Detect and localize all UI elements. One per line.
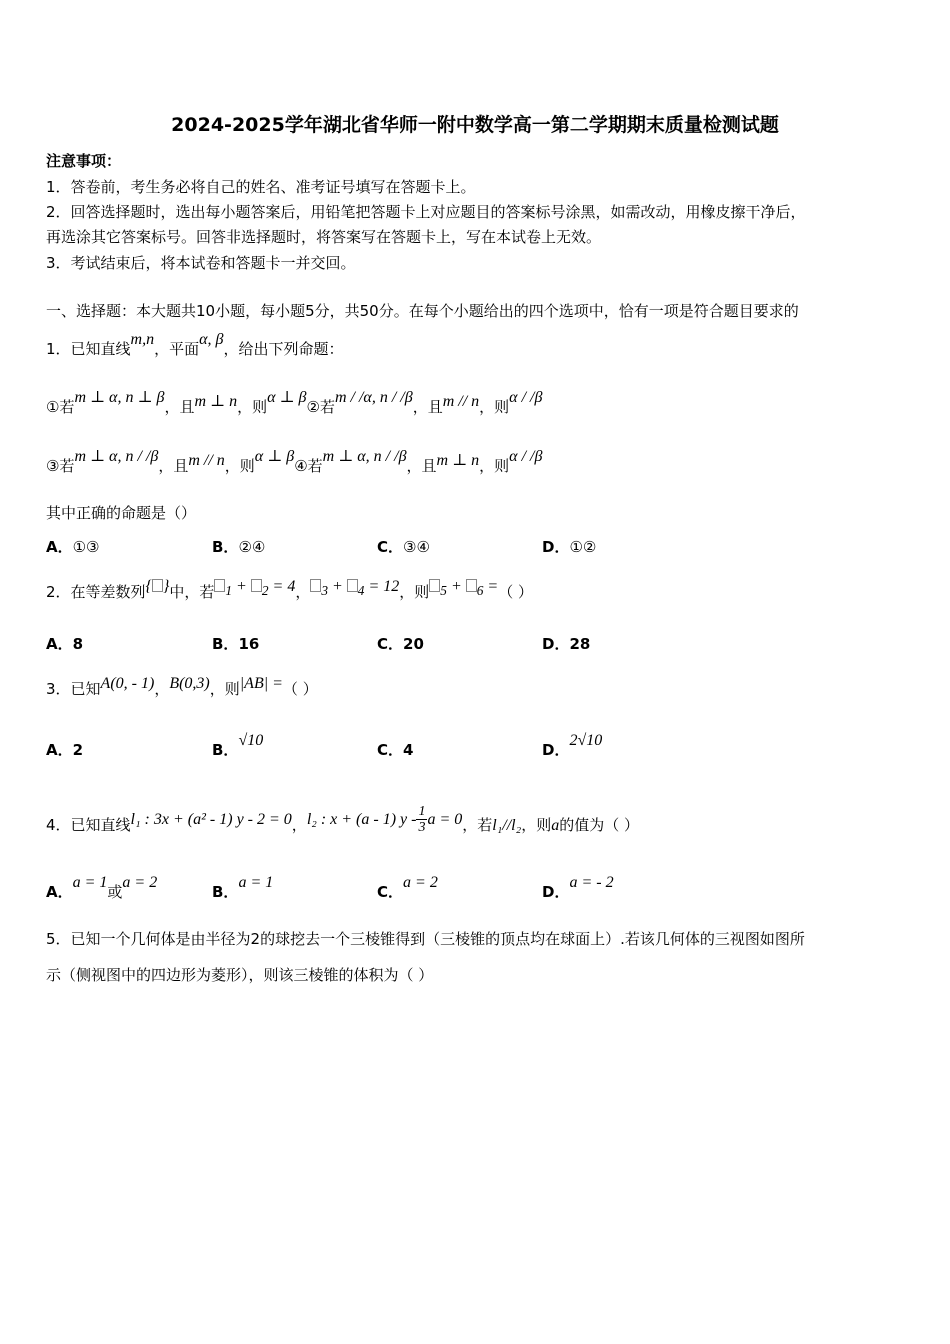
q4-line-1: l₁ : 3x + (a² - 1) y - 2 = 0 (130, 811, 292, 828)
q1-p3-cond: m ⊥ α, n / /β (74, 448, 159, 465)
q1-p4-cond: m ⊥ α, n / /β (322, 448, 407, 465)
q1-p4-then: ，则 (479, 457, 510, 475)
q1-option-a[interactable]: A．①③ (46, 538, 100, 556)
q4-mid2: ，则 (521, 816, 552, 834)
q3-mid: ，则 (209, 680, 240, 698)
section-heading: 一、选择题：本大题共10小题，每小题5分，共50分。在每个小题给出的四个选项中，恰有一项是符合题目要求的 (46, 302, 799, 320)
q1-p3-label: ③若 (46, 457, 75, 475)
q1-p4-and: ，且 (406, 457, 437, 475)
q3-point-b: B(0,3) (169, 675, 210, 692)
q3-distance: |AB| = (239, 675, 283, 692)
q1-lines: m,n (130, 331, 155, 348)
question-1-stem (46, 331, 344, 360)
q2-eq2: $_3$ + $_4$ = 12 (310, 578, 399, 595)
q2-option-b[interactable]: B．16 (212, 635, 260, 653)
q4-parallel: l₁//l₂ (492, 817, 522, 834)
q1-p1-res: α ⊥ β (267, 389, 307, 406)
q1-p3-cond2: m // n (188, 452, 225, 469)
question-5-line-2: 示（侧视图中的四边形为菱形），则该三棱锥的体积为（ ） (46, 966, 434, 984)
notice-item-2b: 再选涂其它答案标号。回答非选择题时，将答案写在答题卡上，写在本试卷上无效。 (46, 228, 602, 246)
q1-p2-res: α / /β (509, 389, 543, 406)
notice-item-3: 3．考试结束后，将本试卷和答题卡一并交回。 (46, 254, 356, 272)
q1-suffix: ，给出下列命题： (223, 340, 344, 358)
q2-suffix: （ ） (498, 583, 533, 601)
q1-option-d[interactable]: D．①② (542, 538, 597, 556)
q4-option-a[interactable]: A．a = 1或a = 2 (46, 874, 158, 901)
q1-option-b[interactable]: B．②④ (212, 538, 266, 556)
q2-mid1: 中，若 (169, 583, 215, 601)
q1-planes: α, β (199, 331, 224, 348)
q1-p2-label: ②若 (306, 398, 335, 416)
q3-point-a: A(0, - 1) (100, 675, 155, 692)
page-title: 2024-2025学年湖北省华师一附中数学高一第二学期期末质量检测试题 (171, 114, 779, 136)
q3-prefix: 3．已知 (46, 680, 101, 698)
question-3-stem (46, 675, 318, 700)
q4-suffix: 的值为（ ） (559, 816, 639, 834)
q2-eq1: $_1$ + $_2$ = 4 (214, 578, 295, 595)
q1-p1-and: ，且 (164, 398, 195, 416)
q2-option-c[interactable]: C．20 (377, 635, 424, 653)
q3-option-d[interactable]: D．2√10 (542, 732, 603, 759)
q1-p2-cond2: m // n (442, 393, 480, 410)
notice-heading: 注意事项： (46, 152, 122, 170)
q2-mid2: ，则 (399, 583, 430, 601)
q3-sep: ， (154, 680, 170, 698)
q2-option-d[interactable]: D．28 (542, 635, 591, 653)
q1-p1-label: ①若 (46, 398, 75, 416)
notice-item-1: 1．答卷前，考生务必将自己的姓名、准考证号填写在答题卡上。 (46, 178, 476, 196)
q2-eq3: $_5$ + $_6$ = (429, 578, 498, 595)
q1-question: 其中正确的命题是（） (46, 504, 197, 522)
q4-fraction: $\frac{1}{3}$ (418, 804, 426, 835)
q1-p4-res: α / /β (509, 448, 543, 465)
q1-prefix: 1．已知直线 (46, 340, 131, 358)
q1-p1-cond: m ⊥ α, n ⊥ β (74, 389, 165, 406)
q4-option-d[interactable]: D．a = - 2 (542, 874, 614, 901)
q4-line-2a: l₂ : x + (a - 1) y - (306, 811, 417, 828)
q4-sep: ， (291, 816, 307, 834)
q4-var: a (551, 817, 560, 834)
q1-p2-and: ，且 (412, 398, 443, 416)
q1-p2-then: ，则 (479, 398, 510, 416)
q1-p1-cond2: m ⊥ n (194, 393, 238, 410)
q1-p1-then: ，则 (237, 398, 268, 416)
notice-item-2a: 2．回答选择题时，选出每小题答案后，用铅笔把答题卡上对应题目的答案标号涂黑，如需改动，用橡皮擦干净后， (46, 203, 806, 221)
q2-sequence: { } (145, 578, 170, 595)
q1-propositions-1-2 (46, 389, 543, 418)
q1-p3-and: ，且 (158, 457, 189, 475)
q3-suffix: （ ） (282, 680, 318, 698)
q3-option-a[interactable]: A．2 (46, 741, 84, 759)
q4-mid: ，若 (462, 816, 493, 834)
question-4-stem (46, 804, 639, 841)
q1-option-c[interactable]: C．③④ (377, 538, 430, 556)
question-5-line-1: 5．已知一个几何体是由半径为2的球挖去一个三棱锥得到（三棱锥的顶点均在球面上）.若该几何体的三视图如图所 (46, 930, 805, 948)
q4-prefix: 4．已知直线 (46, 816, 131, 834)
q1-p4-cond2: m ⊥ n (436, 452, 480, 469)
q1-p3-then: ，则 (224, 457, 255, 475)
q1-p3-res: α ⊥ β (254, 448, 295, 465)
q3-option-b[interactable]: B．√10 (212, 732, 264, 759)
q4-option-c[interactable]: C．a = 2 (377, 874, 438, 901)
q1-mid: ，平面 (154, 340, 200, 358)
q4-line-2b: a = 0 (427, 811, 463, 828)
q1-p2-cond: m / /α, n / /β (334, 389, 413, 406)
q2-option-a[interactable]: A．8 (46, 635, 84, 653)
q2-sep: ， (295, 583, 311, 601)
question-2-stem (46, 578, 533, 607)
q1-propositions-3-4 (46, 448, 543, 477)
q1-p4-label: ④若 (294, 457, 323, 475)
q3-option-c[interactable]: C．4 (377, 741, 414, 759)
q4-option-b[interactable]: B．a = 1 (212, 874, 274, 901)
q2-prefix: 2．在等差数列 (46, 583, 146, 601)
